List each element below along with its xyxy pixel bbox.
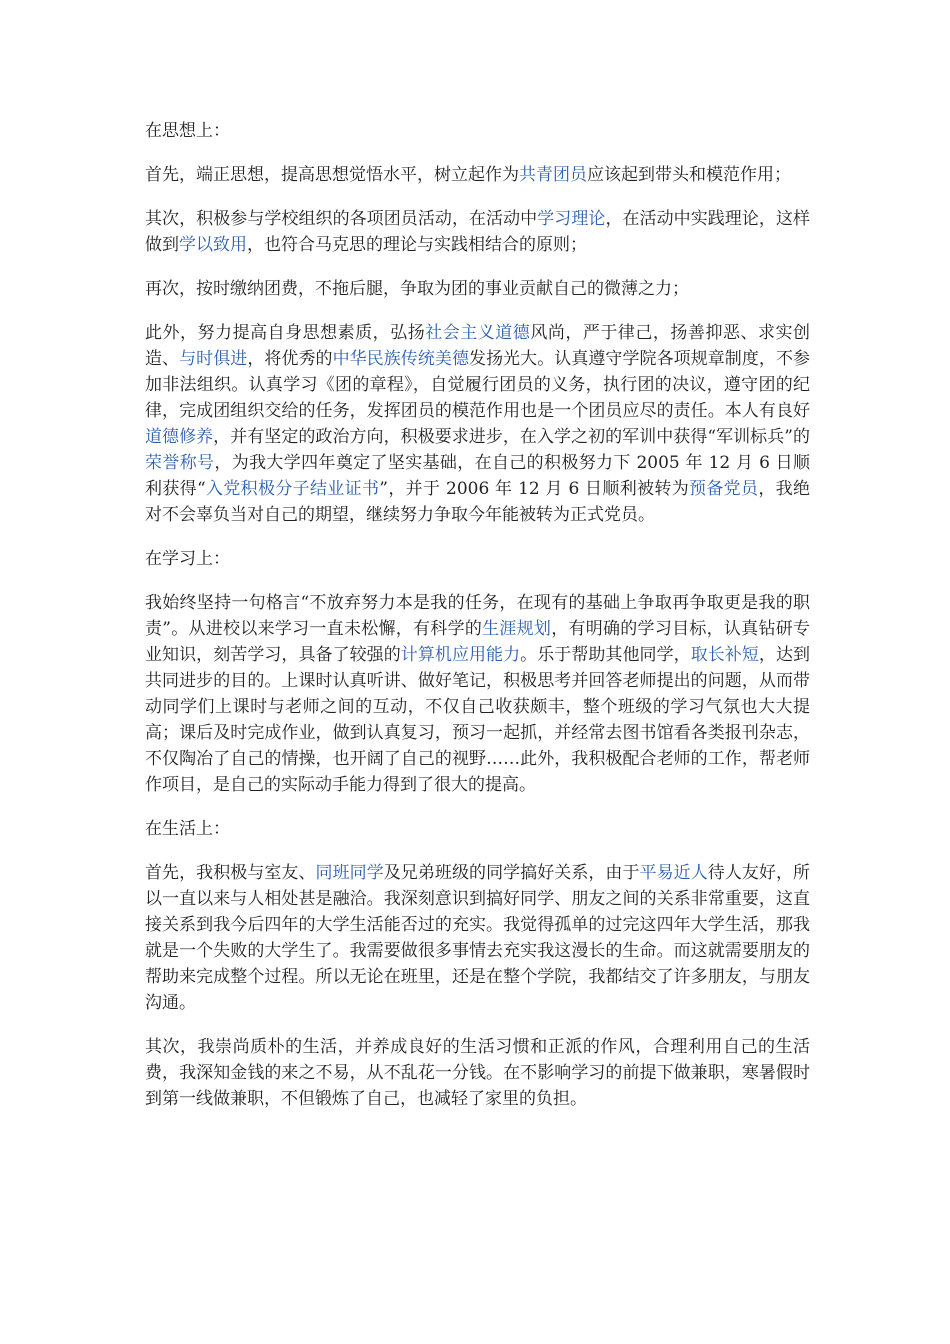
text-run: ，在活动中实践理论，这样做到 xyxy=(145,209,811,255)
text-run: ，我绝对不会辜负当对自己的期望，继续努力争取今年能被转为正式党员。 xyxy=(145,479,810,525)
inline-link[interactable]: 学以致用 xyxy=(179,235,247,255)
text-run: 其次，我崇尚质朴的生活，并养成良好的生活习惯和正派的作风，合理利用自己的生活费，我深知金钱的来之不易，从不乱花一分钱。在不影响学习的前提下做兼职，寒暑假时到第一线做兼职，不但锻炼了自己，也减轻了家里的负担。 xyxy=(145,1037,810,1109)
inline-link[interactable]: 社会主义道德 xyxy=(425,323,531,343)
document-body xyxy=(145,118,810,1130)
text-run: 此外，努力提高自身思想素质，弘扬 xyxy=(145,323,426,343)
inline-link[interactable]: 计算机应用能力 xyxy=(400,645,521,665)
text-run: ，也符合马克思的理论与实践相结合的原则； xyxy=(247,235,587,255)
paragraph xyxy=(145,320,810,528)
text-run: 首先，端正思想，提高思想觉悟水平，树立起作为 xyxy=(145,165,519,185)
inline-link[interactable]: 荣誉称号 xyxy=(145,453,215,473)
inline-link[interactable]: 平易近人 xyxy=(639,863,708,883)
inline-link[interactable]: 学习理论 xyxy=(537,209,606,229)
text-run: ，达到共同进步的目的。上课时认真听讲、做好笔记，积极思考并回答老师提出的问题，从而带动同学们上课时与老师之间的互动，不仅自己收获颇丰，整个班级的学习气氛也大大提高；课后及时完成作业，做到认真复习，预习一起抓，并经常去图书馆看各类报刊杂志，不仅陶冶了自己的情操，也开阔了自己的视野……此外，我积极配合老师的工作，帮老师作项目，是自己的实际动手能力得到了很大的提高。 xyxy=(145,645,811,795)
text-run: ”，并于 2006 年 12 月 6 日顺利被转为 xyxy=(379,479,690,499)
text-run: 其次，积极参与学校组织的各项团员活动，在活动中 xyxy=(145,209,538,229)
text-run: 我始终坚持一句格言“不放弃努力本是我的任务，在现有的基础上争取再争取更是我的职责”。从进校以来学习一直未松懈，有科学的 xyxy=(145,593,810,639)
paragraph xyxy=(145,860,810,1016)
text-run: 首先，我积极与室友、 xyxy=(145,863,316,883)
paragraph xyxy=(145,206,810,258)
inline-link[interactable]: 生涯规划 xyxy=(482,619,552,639)
paragraph xyxy=(145,1034,810,1112)
section-heading: 在学习上： xyxy=(145,549,230,569)
inline-link[interactable]: 预备党员 xyxy=(689,479,759,499)
section-heading: 在生活上： xyxy=(145,819,230,839)
text-run: ，将优秀的 xyxy=(247,349,333,369)
inline-link[interactable]: 取长补短 xyxy=(690,645,759,665)
inline-link[interactable]: 与时俱进 xyxy=(179,349,248,369)
inline-link[interactable]: 入党积极分子结业证书 xyxy=(205,479,380,499)
text-run: ，为我大学四年奠定了坚实基础，在自己的积极努力下 2005 年 12 月 6 日顺利获得“ xyxy=(145,453,810,499)
inline-link[interactable]: 中华民族传统美德 xyxy=(332,349,470,369)
text-run: 再次，按时缴纳团费，不拖后腿，争取为团的事业贡献自己的微薄之力； xyxy=(145,279,689,299)
text-run: 及兄弟班级的同学搞好关系，由于 xyxy=(383,863,640,883)
text-run: 发扬光大。认真遵守学院各项规章制度，不参加非法组织。认真学习《团的章程》，自觉履行团员的义务，执行团的决议，遵守团的纪律，完成团组织交给的任务，发挥团员的模范作用也是一个团员应尽的责任。本人有良好 xyxy=(145,349,811,421)
text-run: ，并有坚定的政治方向，积极要求进步，在入学之初的军训中获得“军训标兵”的 xyxy=(213,427,810,447)
inline-link[interactable]: 道德修养 xyxy=(145,427,214,447)
text-run: ，有明确的学习目标，认真钻研专业知识，刻苦学习，具备了较强的 xyxy=(145,619,810,665)
paragraph xyxy=(145,162,810,188)
text-run: 。乐于帮助其他同学， xyxy=(520,645,691,665)
inline-link[interactable]: 同班同学 xyxy=(315,863,384,883)
text-run: 待人友好，所以一直以来与人相处甚是融洽。我深刻意识到搞好同学、朋友之间的关系非常重要，这直接关系到我今后四年的大学生活能否过的充实。我觉得孤单的过完这四年大学生活，那我就是一个失败的大学生了。我需要做很多事情去充实我这漫长的生命。而这就需要朋友的帮助来完成整个过程。所以无论在班里，还是在整个学院，我都结交了许多朋友，与朋友沟通。 xyxy=(145,863,811,1013)
inline-link[interactable]: 共青团员 xyxy=(519,165,587,185)
paragraph xyxy=(145,276,810,302)
text-run: 应该起到带头和模范作用； xyxy=(587,165,791,185)
paragraph xyxy=(145,590,810,798)
text-run: 风尚，严于律己，扬善抑恶、求实创造、 xyxy=(145,323,811,369)
section-heading: 在思想上： xyxy=(145,121,230,141)
